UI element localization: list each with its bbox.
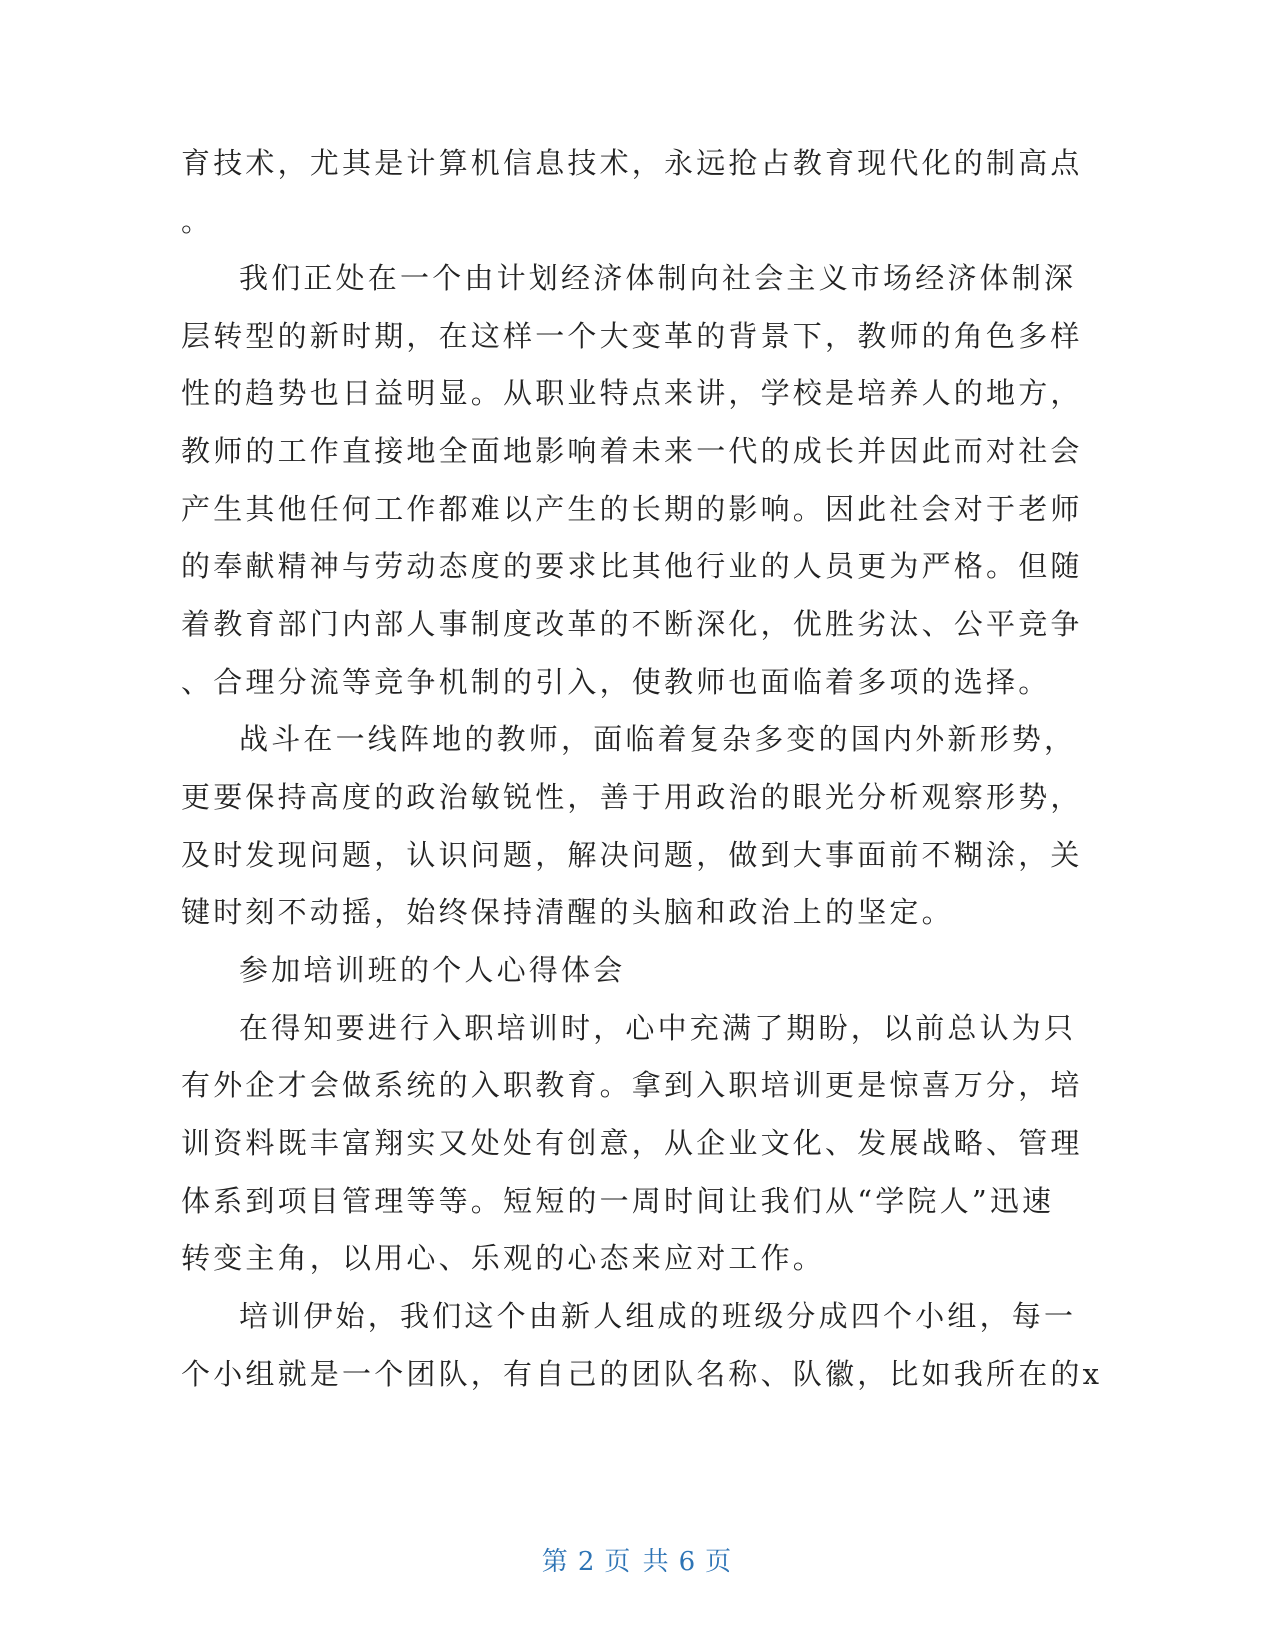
text-line-16: 在得知要进行入职培训时，心中充满了期盼，以前总认为只 (239, 1011, 1077, 1045)
text-line-8: 的奉献精神与劳动态度的要求比其他行业的人员更为严格。但随 (181, 549, 1083, 583)
text-line-19: 体系到项目管理等等。短短的一周时间让我们从“学院人”迅速 (181, 1184, 1055, 1218)
text-line-11: 战斗在一线阵地的教师，面临着复杂多变的国内外新形势， (239, 722, 1077, 756)
text-line-4: 层转型的新时期，在这样一个大变革的背景下，教师的角色多样 (181, 319, 1083, 353)
section-heading: 参加培训班的个人心得体会 (239, 953, 626, 987)
text-line-10: 、合理分流等竞争机制的引入，使教师也面临着多项的选择。 (181, 665, 1051, 699)
text-line-13: 及时发现问题，认识问题，解决问题，做到大事面前不糊涂，关 (181, 838, 1083, 872)
text-line-2: 。 (181, 204, 214, 238)
text-line-12: 更要保持高度的政治敏锐性，善于用政治的眼光分析观察形势， (181, 780, 1083, 814)
text-line-5: 性的趋势也日益明显。从职业特点来讲，学校是培养人的地方， (181, 376, 1083, 410)
text-line-7: 产生其他任何工作都难以产生的长期的影响。因此社会对于老师 (181, 492, 1083, 526)
page-footer (0, 1545, 1275, 1579)
text-line-22: 个小组就是一个团队，有自己的团队名称、队徽，比如我所在的x (181, 1357, 1103, 1391)
text-line-9: 着教育部门内部人事制度改革的不断深化，优胜劣汰、公平竞争 (181, 607, 1083, 641)
footer-total-pages: 6 (678, 1547, 698, 1577)
text-line-6: 教师的工作直接地全面地影响着未来一代的成长并因此而对社会 (181, 434, 1083, 468)
text-line-21: 培训伊始，我们这个由新人组成的班级分成四个小组，每一 (239, 1299, 1077, 1333)
text-line-1: 育技术，尤其是计算机信息技术，永远抢占教育现代化的制高点 (181, 146, 1083, 180)
text-line-18: 训资料既丰富翔实又处处有创意，从企业文化、发展战略、管理 (181, 1126, 1083, 1160)
text-line-3: 我们正处在一个由计划经济体制向社会主义市场经济体制深 (239, 261, 1077, 295)
text-line-17: 有外企才会做系统的入职教育。拿到入职培训更是惊喜万分，培 (181, 1068, 1083, 1102)
footer-prefix: 第 (541, 1547, 570, 1577)
text-line-14: 键时刻不动摇，始终保持清醒的头脑和政治上的坚定。 (181, 895, 954, 929)
footer-middle: 页 共 (604, 1547, 671, 1577)
footer-current-page: 2 (577, 1547, 597, 1577)
footer-suffix: 页 (705, 1547, 734, 1577)
text-line-20: 转变主角，以用心、乐观的心态来应对工作。 (181, 1241, 826, 1275)
